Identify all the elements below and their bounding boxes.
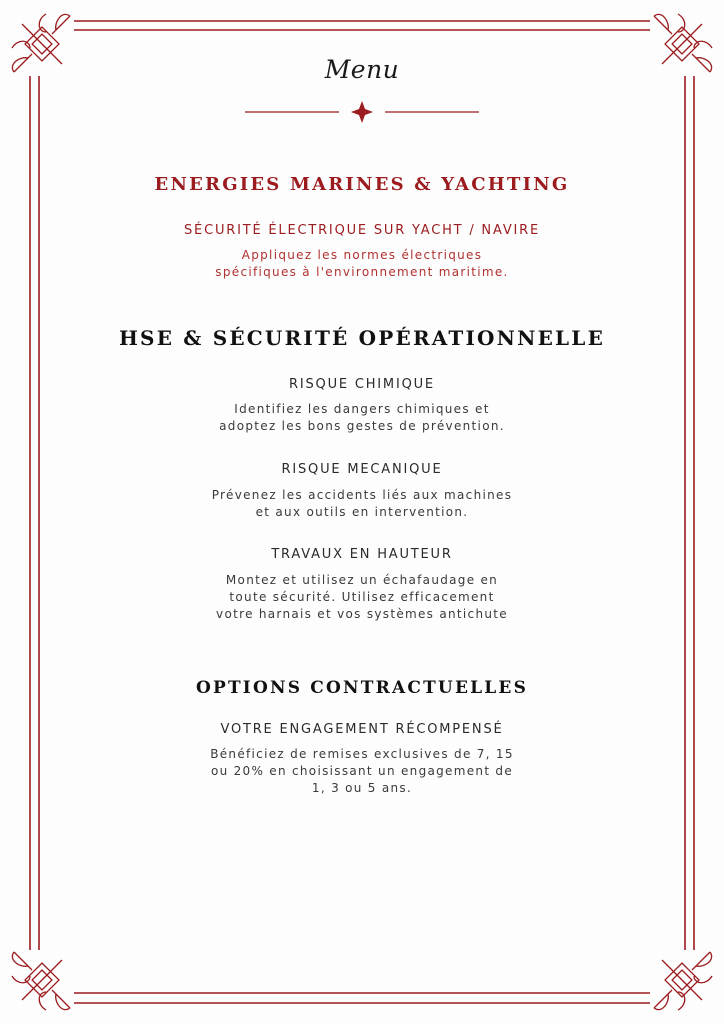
item-title-engagement: VOTRE ENGAGEMENT RÉCOMPENSÉ [220, 722, 504, 737]
item-description: Bénéficiez de remises exclusives de 7, 15 ou 20% en choisissant un engagement de 1, 3 ou 5 ans. [210, 747, 514, 795]
page-title: Menu [324, 55, 400, 84]
item-description: Appliquez les normes électriques spécifiques à l'environnement maritime. [215, 248, 509, 279]
section-title-options: OPTIONS CONTRACTUELLES [195, 678, 529, 698]
item-title-travaux-hauteur: TRAVAUX EN HAUTEUR [271, 547, 453, 562]
item-description: Montez et utilisez un échafaudage en toute sécurité. Utilisez efficacement votre harnais et vos systèmes antichute [216, 573, 508, 621]
section-title-hse: HSE & SÉCURITÉ OPÉRATIONNELLE [118, 326, 606, 350]
title-divider [245, 100, 479, 126]
four-point-star-icon [351, 101, 373, 123]
item-title-risque-chimique: RISQUE CHIMIQUE [289, 377, 435, 392]
item-title-securite-electrique: SÉCURITÉ ÉLECTRIQUE SUR YACHT / NAVIRE [184, 223, 540, 238]
item-title-risque-mecanique: RISQUE MECANIQUE [281, 462, 443, 477]
section-title-energies: ENERGIES MARINES & YACHTING [154, 174, 570, 195]
item-description: Prévenez les accidents liés aux machines et aux outils en intervention. [211, 488, 513, 519]
item-description: Identifiez les dangers chimiques et adoptez les bons gestes de prévention. [219, 402, 505, 433]
